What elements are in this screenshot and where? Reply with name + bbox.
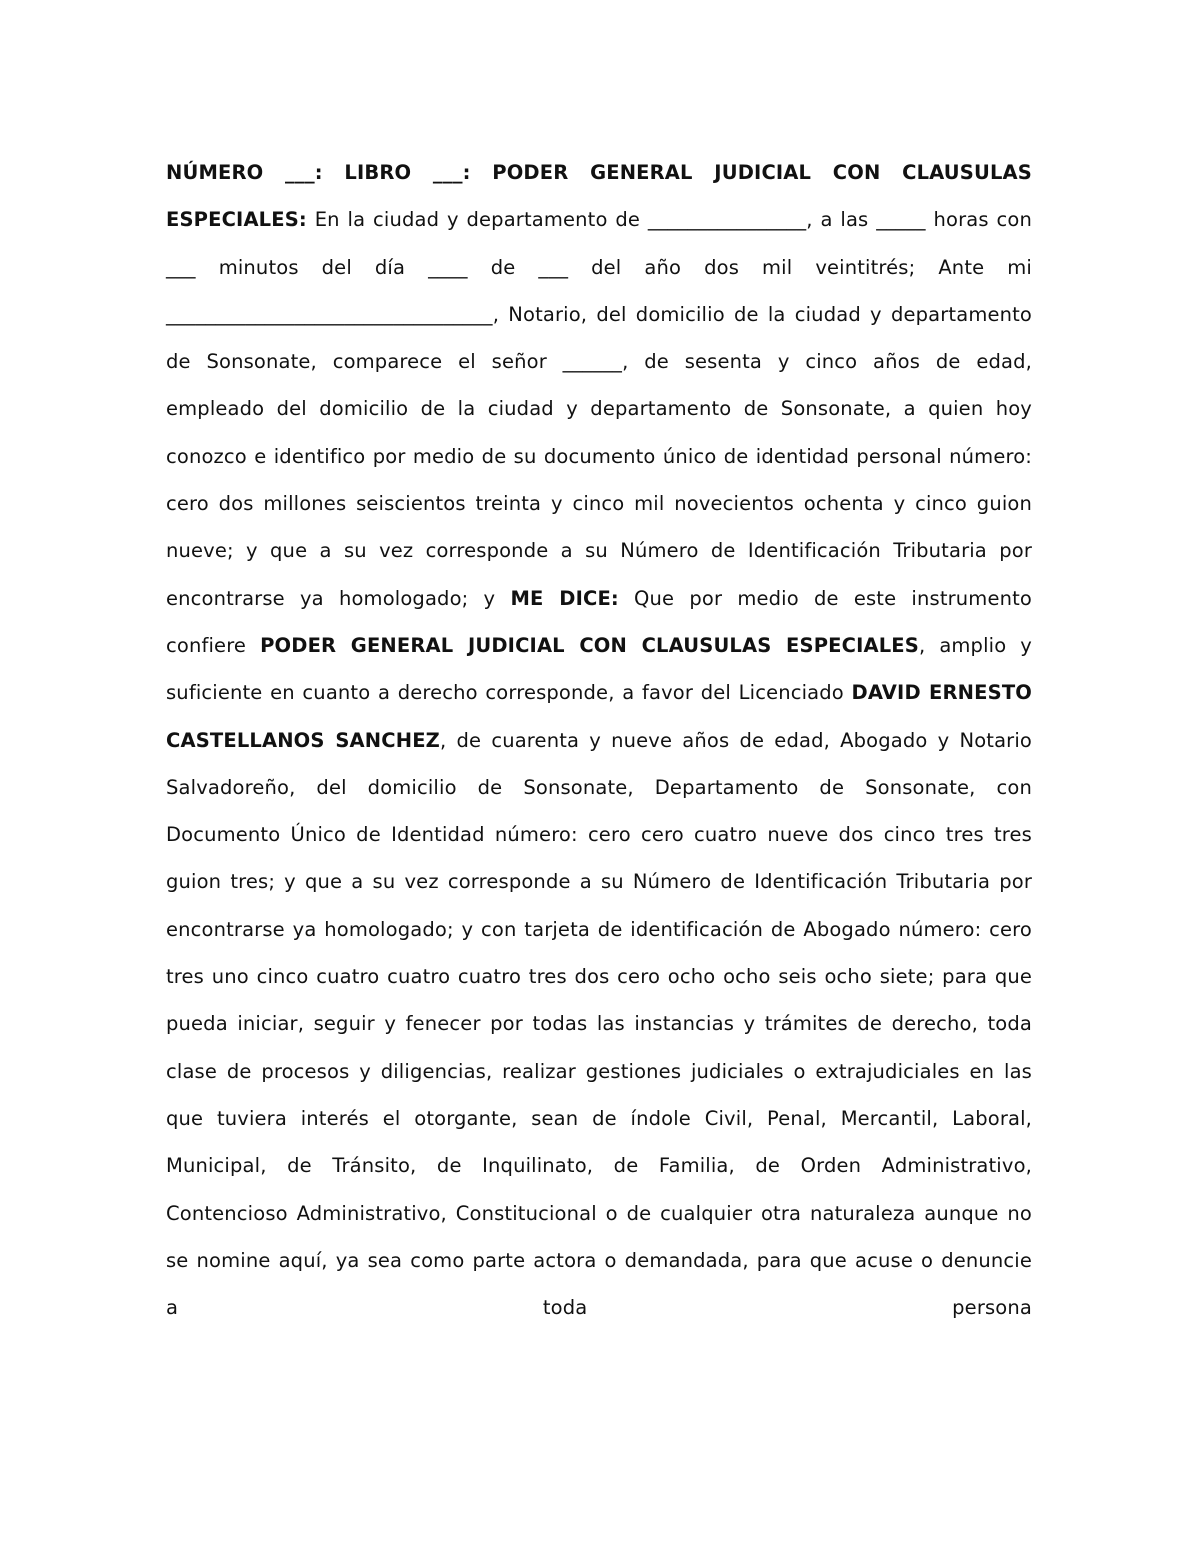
document-paragraph (166, 149, 1032, 1331)
emphasis-me-dice: ME DICE: (510, 586, 619, 610)
text-segment: Que por medio de este instrumento confiere (166, 586, 1032, 657)
text-segment: , de cuarenta y nueve años de edad, Abogado y Notario Salvadoreño, del domicilio de Sonsonate, Departamento de Sonsonate, con Documento Único de Identidad número: cero cero cuatro nueve dos cinco tres tres guion tres; y que a su vez corresponde a su Número de Identificación Tributaria por encontrarse ya homologado; y con tarjeta de identificación de Abogado número: cero tres uno cinco cuatro cuatro cuatro tres dos cero ocho ocho seis ocho siete; para que pueda iniciar, seguir y fenecer por todas las instancias y trámites de derecho, toda clase de procesos y diligencias, realizar gestiones judiciales o extrajudiciales en las que tuviera interés el otorgante, sean de índole Civil, Penal, Mercantil, Laboral, Municipal, de Tránsito, de Inquilinato, de Familia, de Orden Administrativo, Contencioso Administrativo, Constitucional o de cualquier otra naturaleza aunque no se nomine aquí, ya sea como parte actora o demandada, para que acuse o denuncie a toda persona (166, 728, 1032, 1320)
attorney-name: DAVID ERNESTO CASTELLANOS SANCHEZ (166, 681, 1032, 752)
emphasis-poder-general: PODER GENERAL JUDICIAL CON CLAUSULAS ESPECIALES (260, 633, 919, 657)
heading-segment: NÚMERO ___: LIBRO ___: PODER GENERAL JUDICIAL CON CLAUSULAS ESPECIALES: (166, 161, 1032, 232)
text-segment: , amplio y suficiente en cuanto a derecho corresponde, a favor del Licenciado (166, 633, 1032, 705)
document-page (166, 149, 1032, 1331)
text-segment: En la ciudad y departamento de ________________, a las _____ horas con ___ minutos del día ____ de ___ del año dos mil veintitrés; Ante mi _________________________________, Notario, del domicilio de la ciudad y departamento de Sonsonate, comparece el señor ______, de sesenta y cinco años de edad, empleado del domicilio de la ciudad y departamento de Sonsonate, a quien hoy conozco e identifico por medio de su documento único de identidad personal número: cero dos millones seiscientos treinta y cinco mil novecientos ochenta y cinco guion nueve; y que a su vez corresponde a su Número de Identificación Tributaria por encontrarse ya homologado; y (166, 208, 1032, 610)
